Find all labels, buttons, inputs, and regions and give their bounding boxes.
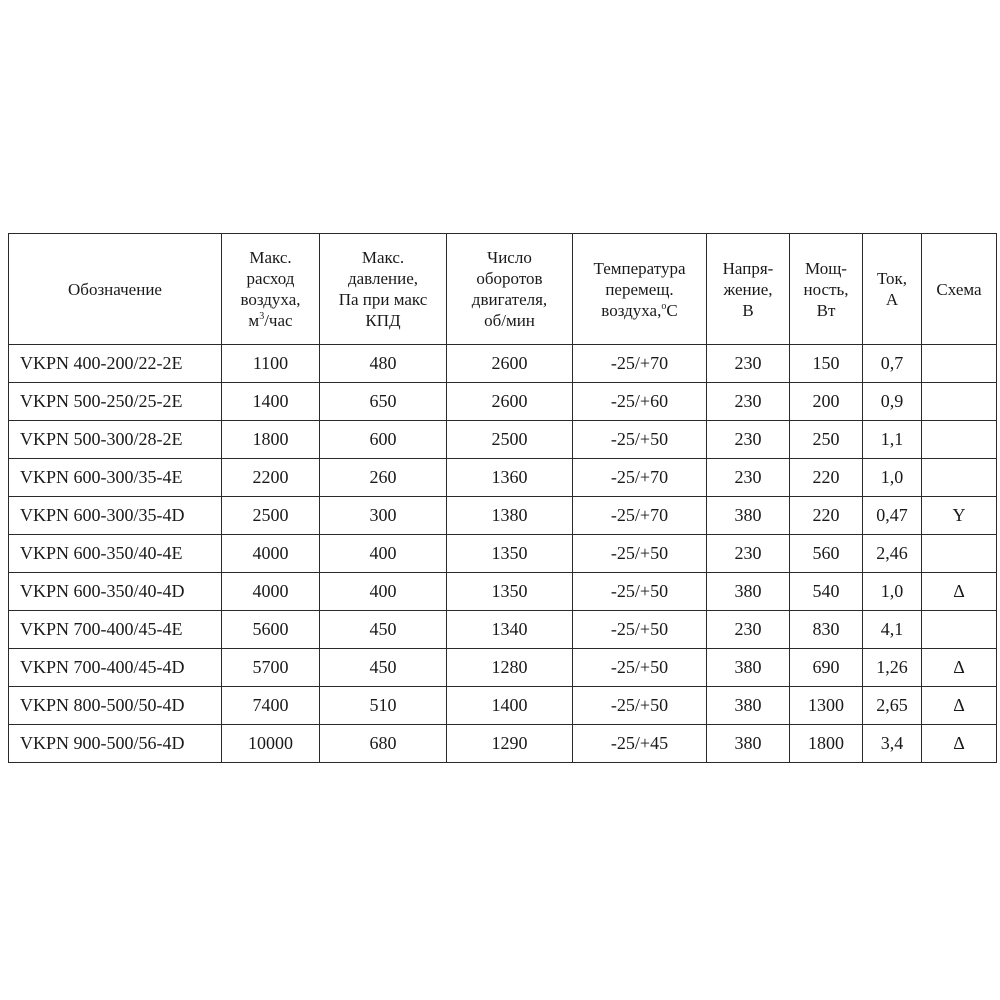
cell-scheme: Δ xyxy=(922,725,997,763)
cell-model: VKPN 700-400/45-4D xyxy=(9,649,222,687)
cell-air-temperature: -25/+70 xyxy=(573,345,707,383)
table-row xyxy=(9,421,997,459)
unit-base: воздуха, xyxy=(601,300,662,320)
cell-scheme xyxy=(922,345,997,383)
header-rpm-line: об/мин xyxy=(484,311,535,330)
header-pressure-line: КПД xyxy=(365,311,401,330)
cell-air-temperature: -25/+50 xyxy=(573,687,707,725)
cell-power: 220 xyxy=(790,459,863,497)
cell-air-temperature: -25/+70 xyxy=(573,459,707,497)
cell-scheme xyxy=(922,421,997,459)
cell-current: 0,7 xyxy=(863,345,922,383)
cell-max-airflow: 10000 xyxy=(222,725,320,763)
cell-max-airflow: 4000 xyxy=(222,573,320,611)
cell-scheme xyxy=(922,459,997,497)
header-rpm xyxy=(447,234,573,345)
cell-max-pressure: 400 xyxy=(320,573,447,611)
cell-power: 250 xyxy=(790,421,863,459)
cell-scheme: Y xyxy=(922,497,997,535)
specifications-table xyxy=(8,233,997,763)
cell-max-pressure: 510 xyxy=(320,687,447,725)
cell-model: VKPN 900-500/56-4D xyxy=(9,725,222,763)
table-row xyxy=(9,573,997,611)
cell-motor-rpm: 1350 xyxy=(447,535,573,573)
header-temperature xyxy=(573,234,707,345)
table-row xyxy=(9,497,997,535)
cell-air-temperature: -25/+50 xyxy=(573,535,707,573)
cell-model: VKPN 600-300/35-4D xyxy=(9,497,222,535)
cell-power: 830 xyxy=(790,611,863,649)
table-row xyxy=(9,345,997,383)
cell-current: 1,0 xyxy=(863,459,922,497)
unit-rest: /час xyxy=(264,311,293,330)
unit-superscript: 3 xyxy=(259,311,265,322)
cell-motor-rpm: 2600 xyxy=(447,383,573,421)
cell-motor-rpm: 2500 xyxy=(447,421,573,459)
header-pressure-line: давление, xyxy=(347,269,419,288)
cell-current: 0,47 xyxy=(863,497,922,535)
table-row xyxy=(9,611,997,649)
cell-power: 200 xyxy=(790,383,863,421)
cell-current: 4,1 xyxy=(863,611,922,649)
cell-current: 3,4 xyxy=(863,725,922,763)
cell-max-pressure: 680 xyxy=(320,725,447,763)
header-voltage-line: жение, xyxy=(723,279,773,299)
header-pressure xyxy=(320,234,447,345)
header-power xyxy=(790,234,863,345)
header-scheme: Схема xyxy=(922,234,997,345)
cell-voltage: 230 xyxy=(707,459,790,497)
header-flow-line: Макс. xyxy=(249,248,292,267)
cell-max-airflow: 1800 xyxy=(222,421,320,459)
cell-model: VKPN 600-300/35-4E xyxy=(9,459,222,497)
cell-voltage: 380 xyxy=(707,687,790,725)
unit-rest: С xyxy=(666,300,678,320)
cell-max-pressure: 480 xyxy=(320,345,447,383)
cell-model: VKPN 600-350/40-4E xyxy=(9,535,222,573)
table-row xyxy=(9,535,997,573)
cell-motor-rpm: 1380 xyxy=(447,497,573,535)
cell-power: 690 xyxy=(790,649,863,687)
table-row xyxy=(9,459,997,497)
table-row xyxy=(9,687,997,725)
cell-max-airflow: 7400 xyxy=(222,687,320,725)
cell-max-pressure: 650 xyxy=(320,383,447,421)
header-pressure-line: Макс. xyxy=(361,248,405,267)
header-power-line: ность, xyxy=(803,279,849,299)
cell-motor-rpm: 1340 xyxy=(447,611,573,649)
cell-power: 540 xyxy=(790,573,863,611)
cell-motor-rpm: 2600 xyxy=(447,345,573,383)
cell-model: VKPN 500-250/25-2E xyxy=(9,383,222,421)
header-voltage-line: Напря- xyxy=(722,258,774,278)
table-header-row xyxy=(9,234,997,345)
unit-base: м xyxy=(248,311,260,330)
cell-scheme xyxy=(922,535,997,573)
cell-power: 1300 xyxy=(790,687,863,725)
cell-air-temperature: -25/+50 xyxy=(573,649,707,687)
header-temperature-line: перемещ. xyxy=(605,279,674,299)
cell-max-pressure: 450 xyxy=(320,649,447,687)
degree-superscript: о xyxy=(661,300,667,312)
cell-voltage: 230 xyxy=(707,345,790,383)
cell-max-airflow: 4000 xyxy=(222,535,320,573)
header-flow xyxy=(222,234,320,345)
table-body xyxy=(9,345,997,763)
cell-current: 1,1 xyxy=(863,421,922,459)
header-current xyxy=(863,234,922,345)
cell-motor-rpm: 1360 xyxy=(447,459,573,497)
cell-model: VKPN 400-200/22-2E xyxy=(9,345,222,383)
cell-max-airflow: 2200 xyxy=(222,459,320,497)
cell-motor-rpm: 1290 xyxy=(447,725,573,763)
cell-motor-rpm: 1280 xyxy=(447,649,573,687)
cell-model: VKPN 700-400/45-4E xyxy=(9,611,222,649)
header-voltage xyxy=(707,234,790,345)
cell-current: 2,65 xyxy=(863,687,922,725)
cell-voltage: 230 xyxy=(707,421,790,459)
cell-scheme: Δ xyxy=(922,573,997,611)
cell-max-airflow: 5700 xyxy=(222,649,320,687)
cell-power: 220 xyxy=(790,497,863,535)
cell-voltage: 230 xyxy=(707,535,790,573)
cell-scheme: Δ xyxy=(922,687,997,725)
header-rpm-line: оборотов xyxy=(476,269,543,288)
cell-air-temperature: -25/+60 xyxy=(573,383,707,421)
cell-model: VKPN 500-300/28-2E xyxy=(9,421,222,459)
cell-max-pressure: 600 xyxy=(320,421,447,459)
table-row xyxy=(9,649,997,687)
header-flow-line: расход xyxy=(246,269,295,288)
cell-current: 1,0 xyxy=(863,573,922,611)
cell-air-temperature: -25/+50 xyxy=(573,573,707,611)
cell-air-temperature: -25/+70 xyxy=(573,497,707,535)
cell-max-pressure: 400 xyxy=(320,535,447,573)
header-temperature-line: Температура xyxy=(593,258,686,278)
cell-voltage: 380 xyxy=(707,725,790,763)
cell-current: 1,26 xyxy=(863,649,922,687)
cell-power: 1800 xyxy=(790,725,863,763)
header-power-line: Вт xyxy=(816,300,836,320)
cell-air-temperature: -25/+50 xyxy=(573,611,707,649)
cell-voltage: 380 xyxy=(707,649,790,687)
header-current-line: Ток, xyxy=(876,269,908,288)
cell-air-temperature: -25/+50 xyxy=(573,421,707,459)
cell-max-airflow: 1100 xyxy=(222,345,320,383)
cell-model: VKPN 600-350/40-4D xyxy=(9,573,222,611)
cell-voltage: 380 xyxy=(707,497,790,535)
cell-max-pressure: 300 xyxy=(320,497,447,535)
header-flow-line: воздуха, xyxy=(240,290,301,309)
cell-max-pressure: 260 xyxy=(320,459,447,497)
cell-power: 560 xyxy=(790,535,863,573)
cell-max-airflow: 1400 xyxy=(222,383,320,421)
cell-motor-rpm: 1350 xyxy=(447,573,573,611)
cell-max-airflow: 5600 xyxy=(222,611,320,649)
table-row xyxy=(9,725,997,763)
header-voltage-line: В xyxy=(742,300,754,320)
cell-voltage: 230 xyxy=(707,611,790,649)
header-power-line: Мощ- xyxy=(805,258,847,278)
cell-current: 0,9 xyxy=(863,383,922,421)
header-pressure-line: Па при макс xyxy=(338,290,428,309)
cell-max-pressure: 450 xyxy=(320,611,447,649)
cell-air-temperature: -25/+45 xyxy=(573,725,707,763)
cell-motor-rpm: 1400 xyxy=(447,687,573,725)
cell-scheme xyxy=(922,383,997,421)
header-current-line: А xyxy=(885,290,899,309)
header-flow-unit xyxy=(222,310,319,331)
table-row xyxy=(9,383,997,421)
header-rpm-line: двигателя, xyxy=(471,290,548,309)
cell-power: 150 xyxy=(790,345,863,383)
cell-voltage: 230 xyxy=(707,383,790,421)
header-rpm-line: Число xyxy=(487,248,532,267)
cell-scheme: Δ xyxy=(922,649,997,687)
cell-scheme xyxy=(922,611,997,649)
cell-voltage: 380 xyxy=(707,573,790,611)
cell-max-airflow: 2500 xyxy=(222,497,320,535)
header-model: Обозначение xyxy=(9,234,222,345)
header-temperature-unit xyxy=(573,300,706,321)
cell-current: 2,46 xyxy=(863,535,922,573)
cell-model: VKPN 800-500/50-4D xyxy=(9,687,222,725)
